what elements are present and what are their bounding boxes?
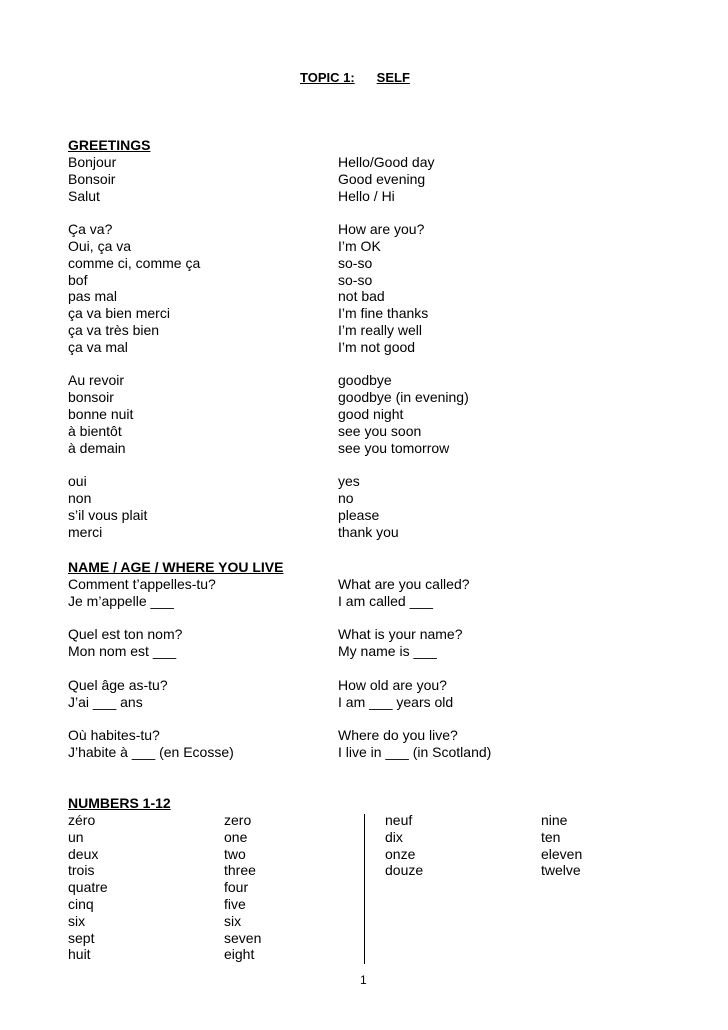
english-translation: thank you (338, 523, 399, 540)
french-phrase: merci (68, 523, 103, 540)
french-number: cinq (68, 896, 94, 912)
english-translation: I’m really well (338, 322, 423, 338)
french-phrase: Où habites-tu? (68, 727, 160, 744)
french-phrase: Quel est ton nom? (68, 626, 183, 643)
french-number: six (68, 912, 86, 929)
french-number: zéro (68, 812, 96, 828)
topic-label: TOPIC 1: (300, 70, 355, 85)
french-phrase: Ça va? (68, 221, 113, 238)
topic-name: SELF (376, 70, 410, 85)
french-phrase: Mon nom est ___ (68, 643, 177, 660)
english-translation: My name is ___ (338, 643, 437, 660)
english-translation: What is your name? (338, 626, 463, 643)
english-number: two (224, 845, 246, 862)
french-number: quatre (68, 879, 108, 896)
english-translation: see you soon (338, 422, 422, 439)
english-translation: not bad (338, 288, 385, 305)
english-translation: I’m not good (338, 338, 416, 355)
english-translation: How old are you? (338, 676, 447, 693)
french-phrase: Oui, ça va (68, 238, 132, 254)
french-phrase: non (68, 490, 92, 506)
french-number: dix (385, 828, 403, 845)
english-translation: goodbye (in evening) (338, 389, 469, 406)
french-phrase: bonne nuit (68, 406, 134, 422)
english-number: eight (224, 946, 255, 963)
english-translation: Good evening (338, 170, 426, 187)
english-number: seven (224, 929, 262, 946)
greetings-heading: GREETINGS (68, 137, 151, 153)
english-translation: Hello/Good day (338, 154, 435, 170)
english-number: ten (541, 828, 561, 845)
english-translation: so-so (338, 254, 373, 271)
french-phrase: s’il vous plait (68, 506, 148, 523)
french-phrase: J’ai ___ ans (68, 693, 143, 710)
french-phrase: bonsoir (68, 389, 114, 406)
english-number: four (224, 879, 249, 896)
french-phrase: Bonsoir (68, 170, 116, 187)
french-phrase: Quel âge as-tu? (68, 676, 168, 693)
english-number: three (224, 862, 256, 879)
french-number: huit (68, 946, 91, 963)
english-translation: What are you called? (338, 576, 470, 592)
french-phrase: Salut (68, 187, 100, 204)
page-number: 1 (360, 973, 367, 987)
english-translation: no (338, 490, 354, 506)
english-translation: goodbye (338, 372, 392, 389)
english-number: twelve (541, 862, 581, 879)
french-phrase: à bientôt (68, 422, 122, 439)
name-age-heading: NAME / AGE / WHERE YOU LIVE (68, 559, 284, 575)
english-number: nine (541, 812, 568, 828)
french-number: trois (68, 862, 95, 879)
english-translation: good night (338, 406, 404, 422)
english-translation: I live in ___ (in Scotland) (338, 744, 492, 760)
english-number: six (224, 912, 242, 929)
french-phrase: Comment t’appelles-tu? (68, 576, 216, 592)
english-translation: How are you? (338, 221, 425, 238)
french-number: douze (385, 862, 424, 879)
french-number: un (68, 828, 84, 845)
english-translation: I am ___ years old (338, 693, 454, 710)
english-translation: yes (338, 473, 360, 490)
french-phrase: bof (68, 271, 88, 288)
english-translation: I am called ___ (338, 592, 433, 609)
french-phrase: Bonjour (68, 154, 117, 170)
english-translation: please (338, 506, 380, 523)
french-phrase: oui (68, 473, 87, 490)
french-number: neuf (385, 812, 413, 828)
french-phrase: Au revoir (68, 372, 125, 389)
english-translation: see you tomorrow (338, 439, 450, 456)
english-translation: I’m fine thanks (338, 305, 429, 322)
numbers-heading: NUMBERS 1-12 (68, 795, 171, 811)
english-number: zero (224, 812, 252, 828)
french-phrase: Je m’appelle ___ (68, 592, 174, 609)
french-phrase: pas mal (68, 288, 118, 305)
column-divider (364, 814, 365, 964)
english-translation: Where do you live? (338, 727, 458, 744)
french-number: deux (68, 845, 99, 862)
french-phrase: comme ci, comme ça (68, 254, 201, 271)
english-translation: Hello / Hi (338, 187, 395, 204)
french-phrase: ça va très bien (68, 322, 160, 338)
french-number: onze (385, 845, 416, 862)
french-phrase: ça va bien merci (68, 305, 170, 322)
french-phrase: J’habite à ___ (en Ecosse) (68, 744, 234, 760)
page-title (300, 69, 410, 86)
english-number: eleven (541, 845, 583, 862)
french-phrase: à demain (68, 439, 126, 456)
french-phrase: ça va mal (68, 338, 128, 355)
english-number: one (224, 828, 248, 845)
english-translation: I’m OK (338, 238, 381, 254)
english-translation: so-so (338, 271, 373, 288)
english-number: five (224, 896, 246, 912)
french-number: sept (68, 929, 95, 946)
